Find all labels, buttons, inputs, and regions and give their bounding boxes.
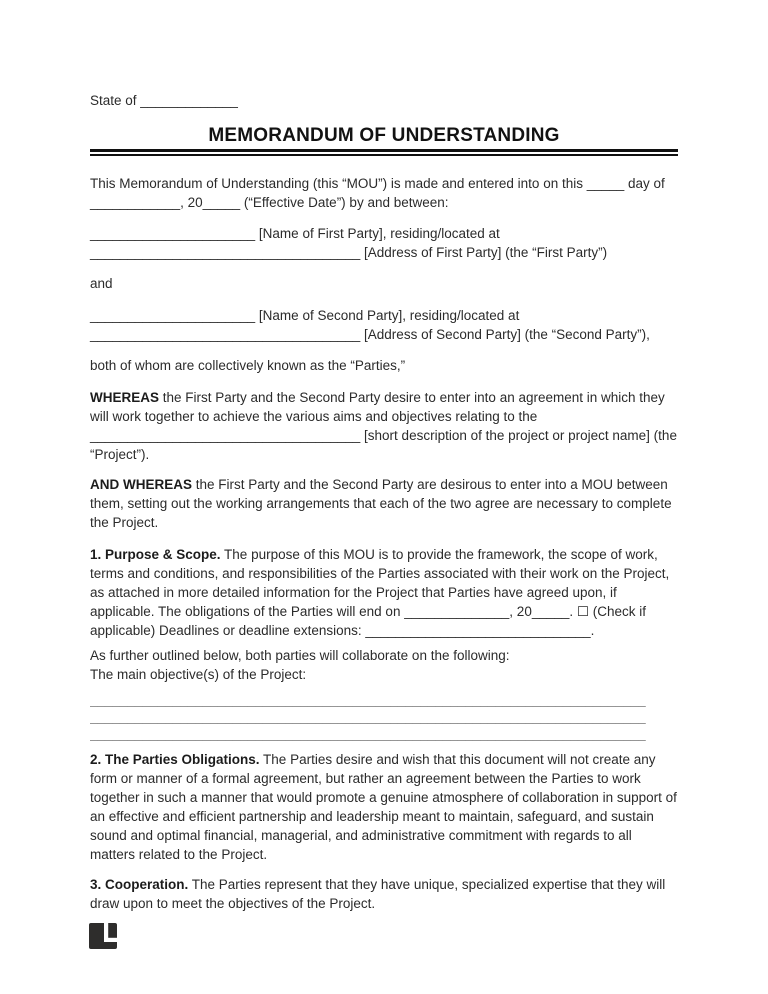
second-party-name-line: ______________________ [Name of Second Party], residing/located at xyxy=(90,308,520,323)
objective-blank-lines xyxy=(90,691,678,742)
objective-line-2: __________________________________________________________________________ xyxy=(90,709,646,724)
second-party-block xyxy=(90,306,678,344)
section-3-body: The Parties represent that they have unique, specialized expertise that they will draw upon to meet the objectives of the Project. xyxy=(90,877,666,911)
connector-and: and xyxy=(90,276,113,291)
whereas-body: the First Party and the Second Party desire to enter into an agreement in which they will work together to achieve the various aims and objectives relating to the ____________________________________ [short description of the project or project name] (the “Project”). xyxy=(90,390,677,462)
section-2-parties-obligations xyxy=(90,750,678,864)
whereas-clause xyxy=(90,388,678,464)
first-party-address-line: ____________________________________ [Address of First Party] (the “First Party”) xyxy=(90,245,608,260)
objective-line-3: __________________________________________________________________________ xyxy=(90,726,646,741)
page-title: MEMORANDUM OF UNDERSTANDING xyxy=(208,125,560,146)
collective-parties-line: both of whom are collectively known as the “Parties,” xyxy=(90,358,406,373)
legal-templates-logo-icon xyxy=(89,923,117,949)
section-3-cooperation xyxy=(90,875,678,913)
document-content xyxy=(90,0,678,913)
section-1-heading: 1. Purpose & Scope. xyxy=(90,547,221,562)
state-of-line: State of _____________ xyxy=(90,93,238,108)
and-whereas-clause xyxy=(90,475,678,532)
and-whereas-lead: AND WHEREAS xyxy=(90,477,193,492)
section-1-body: The purpose of this MOU is to provide the framework, the scope of work, terms and conditions, and responsibilities of the Parties associated with their work on the Project, as attached in more detailed information for the Project that Parties have agreed upon, if applicable. The obligations of the Parties will end on ______________, 20_____. ☐ (Check if applicable) Deadlines or deadline extensions: ______________________________. xyxy=(90,547,670,638)
whereas-lead: WHEREAS xyxy=(90,390,160,405)
intro-paragraph: This Memorandum of Understanding (this “MOU”) is made and entered into on this _____ day of ____________, 20_____ (“Effective Date”) by and between: xyxy=(90,176,665,210)
collaborate-line-1: As further outlined below, both parties will collaborate on the following: xyxy=(90,648,510,663)
section-2-body: The Parties desire and wish that this document will not create any form or manner of a formal agreement, but rather an agreement between the Parties to work together in such a manner that would promote a genuine atmosphere of collaboration in support of an effective and efficient partnership and leadership meant to maintain, safeguard, and sustain sound and optimal financial, managerial, and administrative commitment with regards to all matters related to the Project. xyxy=(90,752,677,862)
section-3-heading: 3. Cooperation. xyxy=(90,877,189,892)
first-party-name-line: ______________________ [Name of First Party], residing/located at xyxy=(90,226,500,241)
second-party-address-line: ____________________________________ [Address of Second Party] (the “Second Party”), xyxy=(90,327,650,342)
and-whereas-body: the First Party and the Second Party are desirous to enter into a MOU between them, setting out the working arrangements that each of the two agree are necessary to complete the Project. xyxy=(90,477,672,530)
section-2-heading: 2. The Parties Obligations. xyxy=(90,752,260,767)
section-1-purpose-scope xyxy=(90,545,678,640)
collaboration-intro xyxy=(90,646,678,684)
first-party-block xyxy=(90,224,678,262)
title-divider xyxy=(90,149,678,156)
collaborate-line-2: The main objective(s) of the Project: xyxy=(90,667,307,682)
objective-line-1: __________________________________________________________________________ xyxy=(90,692,646,707)
